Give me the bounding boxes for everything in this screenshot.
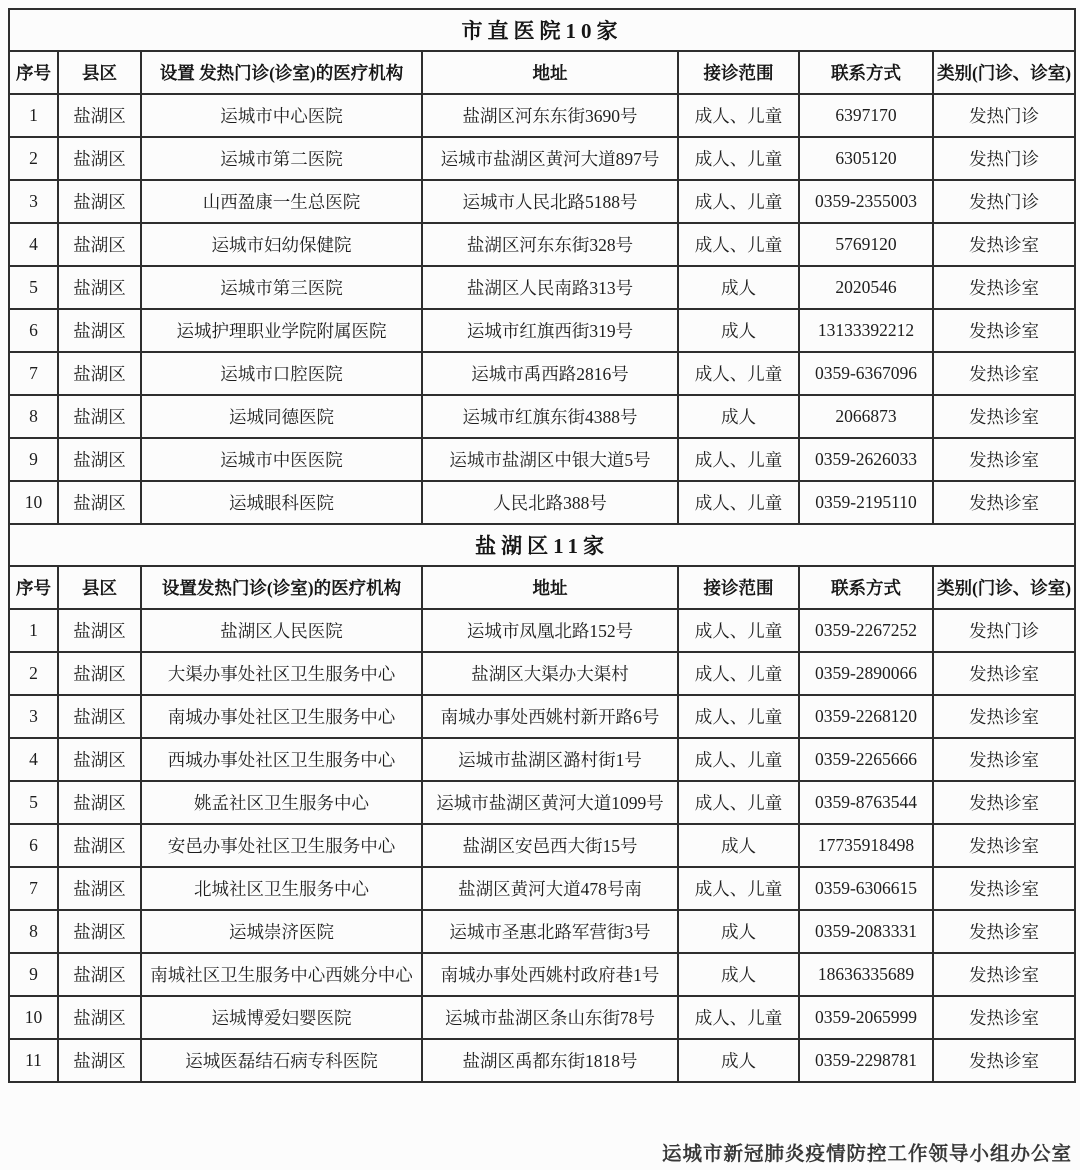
table-cell: 运城博爱妇婴医院	[141, 996, 422, 1039]
table-cell: 盐湖区	[58, 180, 141, 223]
table-cell: 成人	[678, 266, 799, 309]
table-cell: 运城市红旗西街319号	[422, 309, 678, 352]
table-cell: 盐湖区	[58, 352, 141, 395]
table-cell: 盐湖区	[58, 781, 141, 824]
table-cell: 运城市妇幼保健院	[141, 223, 422, 266]
table-row	[9, 137, 1075, 180]
table-cell: 运城市中医医院	[141, 438, 422, 481]
table-cell: 11	[9, 1039, 58, 1082]
table-row	[9, 223, 1075, 266]
table-cell: 发热诊室	[933, 953, 1075, 996]
table-cell: 盐湖区	[58, 609, 141, 652]
table-row	[9, 395, 1075, 438]
table-row	[9, 180, 1075, 223]
table-cell: 10	[9, 996, 58, 1039]
table-cell: 5	[9, 266, 58, 309]
table-row	[9, 94, 1075, 137]
column-header: 类别(门诊、诊室)	[933, 51, 1075, 94]
table-cell: 5769120	[799, 223, 933, 266]
table-cell: 0359-2065999	[799, 996, 933, 1039]
table-row	[9, 867, 1075, 910]
table-cell: 盐湖区	[58, 824, 141, 867]
table-cell: 0359-2195110	[799, 481, 933, 524]
table-cell: 0359-2355003	[799, 180, 933, 223]
table-cell: 0359-2083331	[799, 910, 933, 953]
section-municipal	[9, 9, 1075, 94]
table-cell: 大渠办事处社区卫生服务中心	[141, 652, 422, 695]
table-cell: 盐湖区	[58, 738, 141, 781]
table-cell: 运城市第三医院	[141, 266, 422, 309]
table-cell: 盐湖区人民南路313号	[422, 266, 678, 309]
table-cell: 2	[9, 137, 58, 180]
column-header: 地址	[422, 51, 678, 94]
table-cell: 0359-2268120	[799, 695, 933, 738]
table-cell: 盐湖区	[58, 438, 141, 481]
table-cell: 17735918498	[799, 824, 933, 867]
table-cell: 0359-2890066	[799, 652, 933, 695]
table-cell: 盐湖区	[58, 309, 141, 352]
table-cell: 南城办事处西姚村新开路6号	[422, 695, 678, 738]
table-body-municipal	[9, 94, 1075, 524]
table-cell: 发热门诊	[933, 137, 1075, 180]
table-cell: 0359-2267252	[799, 609, 933, 652]
table-cell: 0359-2265666	[799, 738, 933, 781]
table-cell: 7	[9, 352, 58, 395]
column-header: 接诊范围	[678, 51, 799, 94]
table-cell: 4	[9, 738, 58, 781]
column-header: 县区	[58, 566, 141, 609]
table-cell: 成人	[678, 910, 799, 953]
table-cell: 南城办事处西姚村政府巷1号	[422, 953, 678, 996]
table-cell: 运城市红旗东街4388号	[422, 395, 678, 438]
table-row	[9, 910, 1075, 953]
table-row	[9, 481, 1075, 524]
table-cell: 运城市盐湖区中银大道5号	[422, 438, 678, 481]
table-cell: 0359-2298781	[799, 1039, 933, 1082]
column-header: 县区	[58, 51, 141, 94]
table-cell: 发热诊室	[933, 395, 1075, 438]
table-cell: 盐湖区	[58, 996, 141, 1039]
table-row	[9, 1039, 1075, 1082]
table-cell: 发热诊室	[933, 996, 1075, 1039]
table-cell: 7	[9, 867, 58, 910]
table-cell: 运城市盐湖区黄河大道1099号	[422, 781, 678, 824]
table-cell: 6305120	[799, 137, 933, 180]
table-cell: 0359-8763544	[799, 781, 933, 824]
table-cell: 1	[9, 94, 58, 137]
column-header-row-yanhu	[9, 566, 1075, 609]
table-cell: 6	[9, 309, 58, 352]
table-cell: 3	[9, 180, 58, 223]
table-cell: 盐湖区	[58, 266, 141, 309]
table-row	[9, 695, 1075, 738]
column-header: 类别(门诊、诊室)	[933, 566, 1075, 609]
table-cell: 6397170	[799, 94, 933, 137]
table-cell: 成人、儿童	[678, 738, 799, 781]
table-cell: 运城市口腔医院	[141, 352, 422, 395]
table-cell: 盐湖区河东东街328号	[422, 223, 678, 266]
table-cell: 姚孟社区卫生服务中心	[141, 781, 422, 824]
column-header: 序号	[9, 51, 58, 94]
table-cell: 发热诊室	[933, 309, 1075, 352]
table-cell: 成人、儿童	[678, 996, 799, 1039]
table-cell: 发热诊室	[933, 352, 1075, 395]
table-cell: 盐湖区大渠办大渠村	[422, 652, 678, 695]
column-header: 联系方式	[799, 566, 933, 609]
table-cell: 盐湖区	[58, 137, 141, 180]
section-title-municipal: 市直医院10家	[9, 9, 1075, 51]
table-cell: 9	[9, 438, 58, 481]
column-header: 序号	[9, 566, 58, 609]
column-header: 设置发热门诊(诊室)的医疗机构	[141, 566, 422, 609]
table-cell: 成人、儿童	[678, 438, 799, 481]
table-cell: 发热诊室	[933, 738, 1075, 781]
table-cell: 山西盈康一生总医院	[141, 180, 422, 223]
table-row	[9, 609, 1075, 652]
table-cell: 盐湖区河东东街3690号	[422, 94, 678, 137]
table-cell: 发热诊室	[933, 867, 1075, 910]
table-cell: 0359-2626033	[799, 438, 933, 481]
column-header: 联系方式	[799, 51, 933, 94]
table-cell: 运城市盐湖区黄河大道897号	[422, 137, 678, 180]
table-row	[9, 438, 1075, 481]
table-cell: 13133392212	[799, 309, 933, 352]
table-cell: 10	[9, 481, 58, 524]
table-row	[9, 996, 1075, 1039]
table-cell: 4	[9, 223, 58, 266]
table-cell: 人民北路388号	[422, 481, 678, 524]
table-row	[9, 781, 1075, 824]
table-cell: 盐湖区	[58, 867, 141, 910]
table-cell: 8	[9, 395, 58, 438]
table-cell: 盐湖区禹都东街1818号	[422, 1039, 678, 1082]
table-cell: 南城办事处社区卫生服务中心	[141, 695, 422, 738]
table-cell: 盐湖区	[58, 953, 141, 996]
section-title-row	[9, 524, 1075, 566]
table-row	[9, 824, 1075, 867]
table-row	[9, 953, 1075, 996]
table-cell: 南城社区卫生服务中心西姚分中心	[141, 953, 422, 996]
table-cell: 盐湖区	[58, 223, 141, 266]
section-yanhu	[9, 524, 1075, 609]
table-cell: 成人	[678, 824, 799, 867]
table-cell: 发热诊室	[933, 223, 1075, 266]
table-cell: 发热诊室	[933, 910, 1075, 953]
column-header: 接诊范围	[678, 566, 799, 609]
table-cell: 成人、儿童	[678, 223, 799, 266]
table-cell: 运城同德医院	[141, 395, 422, 438]
table-cell: 2066873	[799, 395, 933, 438]
table-cell: 成人、儿童	[678, 867, 799, 910]
table-row	[9, 309, 1075, 352]
table-cell: 盐湖区	[58, 94, 141, 137]
table-cell: 1	[9, 609, 58, 652]
table-cell: 发热诊室	[933, 481, 1075, 524]
table-row	[9, 652, 1075, 695]
table-cell: 盐湖区	[58, 1039, 141, 1082]
table-cell: 运城市凤凰北路152号	[422, 609, 678, 652]
table-cell: 发热门诊	[933, 609, 1075, 652]
table-cell: 盐湖区黄河大道478号南	[422, 867, 678, 910]
table-cell: 0359-6306615	[799, 867, 933, 910]
table-cell: 发热门诊	[933, 94, 1075, 137]
table-cell: 运城市盐湖区条山东街78号	[422, 996, 678, 1039]
column-header-row-municipal	[9, 51, 1075, 94]
table-row	[9, 738, 1075, 781]
table-cell: 18636335689	[799, 953, 933, 996]
table-cell: 成人、儿童	[678, 695, 799, 738]
table-cell: 发热诊室	[933, 266, 1075, 309]
table-cell: 成人、儿童	[678, 352, 799, 395]
table-cell: 盐湖区人民医院	[141, 609, 422, 652]
table-cell: 成人、儿童	[678, 609, 799, 652]
table-cell: 运城市禹西路2816号	[422, 352, 678, 395]
table-cell: 北城社区卫生服务中心	[141, 867, 422, 910]
table-cell: 成人、儿童	[678, 652, 799, 695]
table-cell: 5	[9, 781, 58, 824]
table-cell: 成人、儿童	[678, 781, 799, 824]
table-row	[9, 352, 1075, 395]
section-title-yanhu: 盐湖区11家	[9, 524, 1075, 566]
table-cell: 运城眼科医院	[141, 481, 422, 524]
table-cell: 成人	[678, 1039, 799, 1082]
table-cell: 成人、儿童	[678, 137, 799, 180]
table-cell: 6	[9, 824, 58, 867]
table-cell: 运城护理职业学院附属医院	[141, 309, 422, 352]
table-cell: 盐湖区	[58, 395, 141, 438]
table-row	[9, 266, 1075, 309]
table-cell: 发热门诊	[933, 180, 1075, 223]
table-cell: 盐湖区	[58, 481, 141, 524]
table-cell: 发热诊室	[933, 824, 1075, 867]
table-cell: 成人	[678, 953, 799, 996]
table-cell: 9	[9, 953, 58, 996]
table-cell: 2020546	[799, 266, 933, 309]
table-cell: 盐湖区安邑西大街15号	[422, 824, 678, 867]
table-cell: 运城市人民北路5188号	[422, 180, 678, 223]
table-cell: 成人、儿童	[678, 481, 799, 524]
table-cell: 发热诊室	[933, 1039, 1075, 1082]
table-cell: 运城市盐湖区潞村街1号	[422, 738, 678, 781]
table-cell: 运城市第二医院	[141, 137, 422, 180]
table-cell: 发热诊室	[933, 695, 1075, 738]
table-cell: 成人、儿童	[678, 94, 799, 137]
table-cell: 成人	[678, 309, 799, 352]
table-cell: 运城崇济医院	[141, 910, 422, 953]
table-cell: 运城市中心医院	[141, 94, 422, 137]
issuer-signature: 运城市新冠肺炎疫情防控工作领导小组办公室	[661, 1144, 1072, 1165]
table-cell: 盐湖区	[58, 695, 141, 738]
table-cell: 3	[9, 695, 58, 738]
table-cell: 运城医磊结石病专科医院	[141, 1039, 422, 1082]
table-cell: 8	[9, 910, 58, 953]
column-header: 设置 发热门诊(诊室)的医疗机构	[141, 51, 422, 94]
table-cell: 西城办事处社区卫生服务中心	[141, 738, 422, 781]
table-cell: 运城市圣惠北路军营街3号	[422, 910, 678, 953]
table-cell: 发热诊室	[933, 438, 1075, 481]
table-cell: 0359-6367096	[799, 352, 933, 395]
table-cell: 发热诊室	[933, 781, 1075, 824]
column-header: 地址	[422, 566, 678, 609]
table-cell: 2	[9, 652, 58, 695]
fever-clinic-table	[8, 8, 1076, 1083]
table-cell: 盐湖区	[58, 910, 141, 953]
table-cell: 盐湖区	[58, 652, 141, 695]
table-cell: 成人、儿童	[678, 180, 799, 223]
table-cell: 发热诊室	[933, 652, 1075, 695]
table-cell: 安邑办事处社区卫生服务中心	[141, 824, 422, 867]
section-title-row	[9, 9, 1075, 51]
table-cell: 成人	[678, 395, 799, 438]
table-body-yanhu	[9, 609, 1075, 1082]
